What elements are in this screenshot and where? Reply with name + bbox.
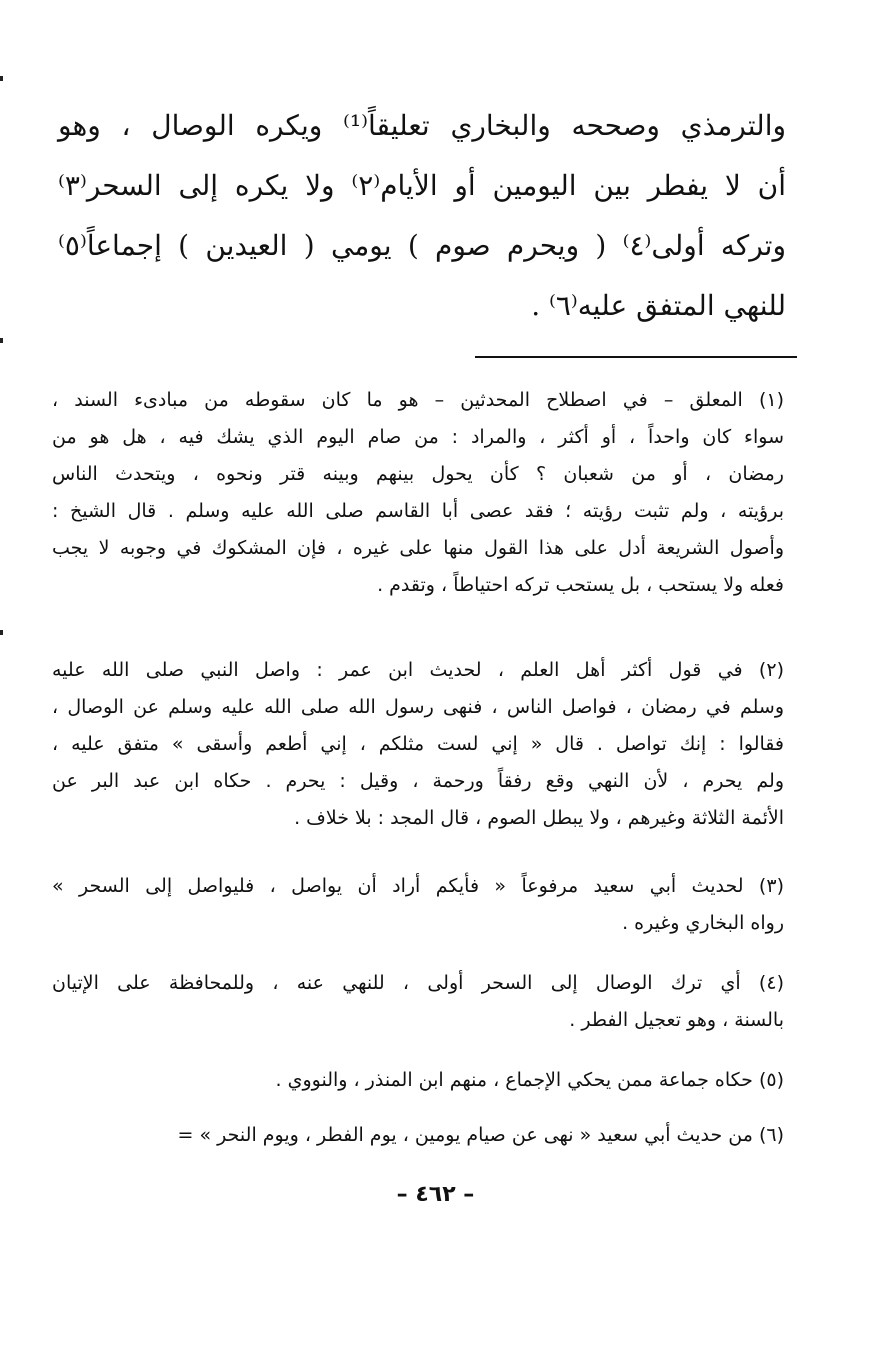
footnote-6	[52, 1117, 784, 1154]
footnote-line: ولم يحرم ، لأن النهي وقع رفقاً ورحمة ، وقيل : يحرم . حكاه ابن عبد البر عن	[52, 770, 784, 792]
footnote-line: (٤) أي ترك الوصال إلى السحر أولى ، للنهي عنه ، وللمحافظة على الإتيان	[52, 972, 784, 994]
footnote-line: رواه البخاري وغيره .	[622, 912, 784, 934]
footnote-line: برؤيته ، ولم تثبت رؤيته ؛ فقد عصى أبا القاسم صلى الله عليه وسلم . قال الشيخ :	[52, 500, 784, 522]
footnote-line: الأئمة الثلاثة وغيرهم ، ولا يبطل الصوم ، قال المجد : بلا خلاف .	[294, 807, 784, 829]
footnote-line: (٣) لحديث أبي سعيد مرفوعاً « فأيكم أراد أن يواصل ، فليواصل إلى السحر »	[52, 875, 784, 897]
footnote-line: وسلم في رمضان ، فواصل الناس ، فنهى رسول الله صلى الله عليه وسلم عن الوصال ،	[52, 696, 784, 718]
footnote-5	[52, 1062, 784, 1099]
footnote-line: وأصول الشريعة أدل على هذا القول منها على غيره ، فإن المشكوك في وجوبه لا يجب	[52, 537, 784, 559]
main-text	[58, 96, 786, 336]
footnote-line: رمضان ، أو من شعبان ؟ كأن يحول بينهم وبينه قتر ونحوه ، ويتحدث الناس	[52, 463, 784, 485]
page-number: – ٤٦٢ –	[396, 1182, 475, 1207]
main-text-line: وتركه أولى⁽٤⁾ ( ويحرم صوم ) يومي ( العيدين ) إجماعاً⁽٥⁾	[58, 229, 786, 262]
margin-mark	[0, 76, 3, 81]
footnote-4	[52, 965, 784, 1039]
footnote-line: (٦) من حديث أبي سعيد « نهى عن صيام يومين ، يوم الفطر ، ويوم النحر » =	[177, 1124, 784, 1146]
margin-mark	[0, 630, 3, 635]
footnote-line: (٥) حكاه جماعة ممن يحكي الإجماع ، منهم ابن المنذر ، والنووي .	[275, 1069, 784, 1091]
main-text-line: والترمذي وصححه والبخاري تعليقاً⁽¹⁾ ويكره الوصال ، وهو	[58, 109, 787, 142]
footnote-3	[52, 868, 784, 942]
footnote-separator	[475, 356, 797, 358]
footnote-1	[52, 382, 784, 604]
margin-mark	[0, 338, 3, 343]
footnote-line: فقالوا : إنك تواصل . قال « إني لست مثلكم ، إني أطعم وأسقى » متفق عليه ،	[52, 733, 784, 755]
main-text-line: أن لا يفطر بين اليومين أو الأيام⁽٢⁾ ولا يكره إلى السحر⁽٣⁾	[58, 169, 786, 202]
footnote-line: سواء كان واحداً ، أو أكثر ، والمراد : من صام اليوم الذي يشك فيه ، هل هو من	[52, 426, 784, 448]
footnote-line: بالسنة ، وهو تعجيل الفطر .	[569, 1009, 784, 1031]
footnote-line: فعله ولا يستحب ، بل يستحب تركه احتياطاً ، وتقدم .	[377, 574, 784, 596]
main-text-line: للنهي المتفق عليه⁽٦⁾ .	[531, 289, 786, 322]
footnote-line: (١) المعلق – في اصطلاح المحدثين – هو ما كان سقوطه من مبادىء السند ،	[52, 389, 784, 411]
footnote-2	[52, 652, 784, 837]
footnote-line: (٢) في قول أكثر أهل العلم ، لحديث ابن عمر : واصل النبي صلى الله عليه	[52, 659, 784, 681]
